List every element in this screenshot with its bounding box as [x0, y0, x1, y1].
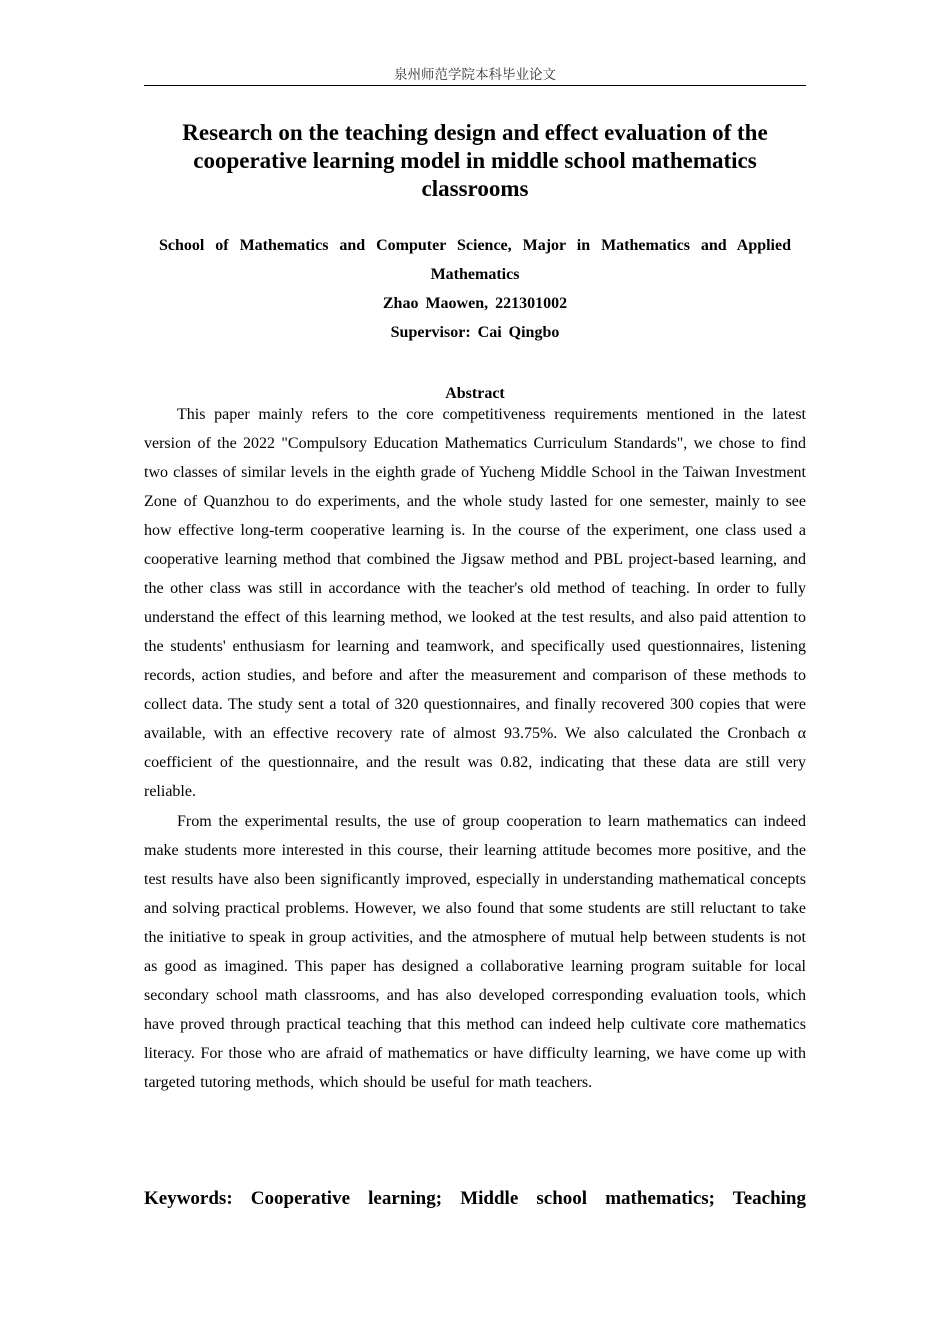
header-rule	[144, 85, 806, 86]
supervisor-line: Supervisor: Cai Qingbo	[390, 324, 560, 341]
running-header: 泉州师范学院本科毕业论文	[394, 67, 556, 83]
affiliation: School of Mathematics and Computer Science, Major in Mathematics and Applied Mathematics	[159, 237, 791, 283]
author-line: Zhao Maowen, 221301002	[382, 295, 568, 312]
abstract-paragraph: This paper mainly refers to the core competitiveness requirements mentioned in the latest version of the 2022 "Compulsory Education Mathematics Curriculum Standards", we chose to find two classes of similar levels in the eighth grade of Yucheng Middle School in the Taiwan Investment Zone of Quanzhou to do experiments, and the whole study lasted for one semester, mainly to see how effective long-term cooperative learning is. In the course of the experiment, one class used a cooperative learning method that combined the Jigsaw method and PBL project-based learning, and the other class was still in accordance with the teacher's old method of teaching. In order to fully understand the effect of this learning method, we looked at the test results, and also paid attention to the students' enthusiasm for learning and teamwork, and specifically used questionnaires, listening records, action studies, and before and after the measurement and comparison of these methods to collect data. The study sent a total of 320 questionnaires, and finally recovered 300 copies that were available, with an effective recovery rate of almost 93.75%. We also calculated the Cronbach α coefficient of the questionnaire, and the result was 0.82, indicating that these data are still very reliable.	[144, 406, 806, 800]
paper-title: Research on the teaching design and effect evaluation of the cooperative learning model in middle school mathematics classrooms	[182, 120, 768, 201]
abstract-heading: Abstract	[445, 385, 505, 402]
abstract-body	[144, 400, 806, 1097]
abstract-paragraph: From the experimental results, the use of group cooperation to learn mathematics can indeed make students more interested in this course, their learning attitude becomes more positive, and the test results have also been significantly improved, especially in understanding mathematical concepts and solving practical problems. However, we also found that some students are still reluctant to take the initiative to speak in group activities, and the atmosphere of mutual help between students is not as good as imagined. This paper has designed a collaborative learning program suitable for local secondary school math classrooms, and has also developed corresponding evaluation tools, which have proved through practical teaching that this method can indeed help cultivate core mathematics literacy. For those who are afraid of mathematics or have difficulty learning, we have come up with targeted tutoring methods, which should be useful for math teachers.	[144, 813, 806, 1091]
keywords: Keywords: Cooperative learning; Middle school mathematics; Teaching	[144, 1188, 806, 1209]
